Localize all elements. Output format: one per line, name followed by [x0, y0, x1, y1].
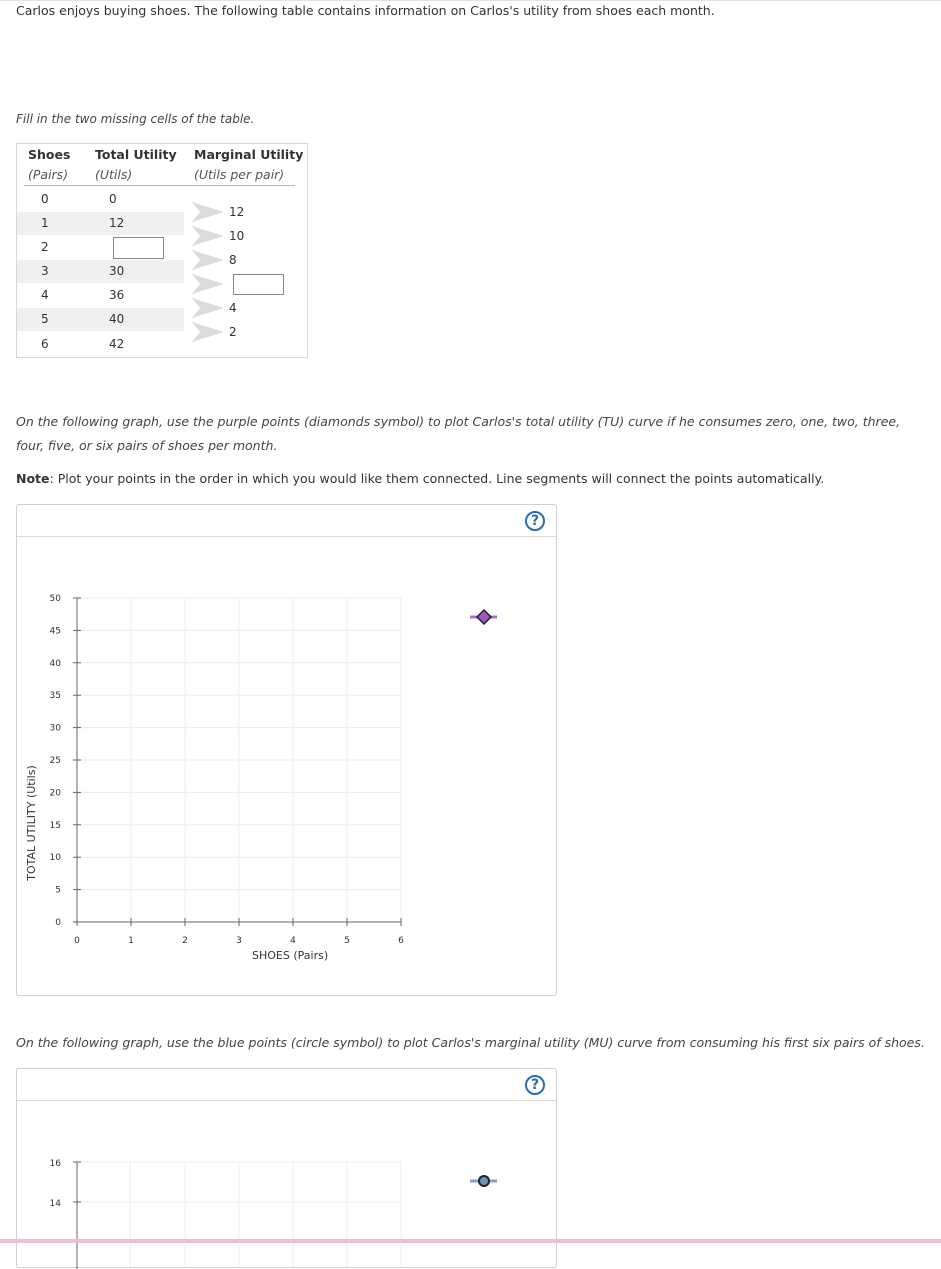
note-body: : Plot your points in the order in which you would like them connected. Line segments will connect the points automatically. [49, 471, 825, 486]
header-marginal-utility: Marginal Utility [194, 147, 304, 162]
tu-cell: 0 [109, 192, 117, 206]
mu-cell: 2 [229, 325, 237, 339]
arrow-icon [192, 274, 224, 294]
tu-x-tick-label: 2 [182, 936, 188, 946]
tu-cell: 36 [109, 288, 125, 302]
tu-x-tick-label: 3 [236, 936, 242, 946]
tu-y-tick-label: 0 [55, 918, 61, 928]
tu-y-tick-label: 45 [49, 626, 61, 637]
diamond-icon[interactable] [477, 610, 491, 624]
note-label: Note [16, 471, 50, 486]
tu-y-tick-label: 5 [55, 885, 61, 896]
mu-cell: 12 [229, 205, 245, 219]
header-shoes: Shoes [28, 147, 71, 162]
tu-cell: 42 [109, 337, 125, 351]
shoes-cell: 5 [41, 312, 49, 326]
arrow-icon [192, 322, 224, 342]
mu-grid [77, 1162, 401, 1269]
mu-y-tick-label: 16 [49, 1159, 61, 1169]
help-icon[interactable]: ? [525, 511, 545, 531]
table-instruction: Fill in the two missing cells of the table. [16, 112, 255, 126]
mu-input-missing[interactable] [233, 274, 284, 295]
arrow-icon [192, 298, 224, 318]
tu-x-axis-label: SHOES (Pairs) [252, 949, 329, 962]
tu-y-tick-label: 35 [49, 691, 61, 702]
tu-y-tick-label: 10 [49, 853, 61, 864]
shoes-cell: 0 [41, 192, 49, 206]
tu-x-tick-label: 5 [344, 936, 350, 946]
intro-text: Carlos enjoys buying shoes. The following table contains information on Carlos's utility from shoes each month. [16, 3, 715, 18]
tu-cell: 40 [109, 312, 125, 326]
mu-y-tick-label: 14 [49, 1199, 61, 1209]
top-divider [0, 0, 941, 1]
arrow-icon [192, 250, 224, 270]
mu-graph-panel [16, 1068, 557, 1268]
tu-y-tick-label: 25 [49, 756, 61, 766]
shoes-cell: 1 [41, 216, 49, 230]
tu-x-tick-label: 1 [128, 936, 134, 946]
mu-cell: 8 [229, 253, 237, 267]
mu-circle-tool[interactable] [470, 1176, 497, 1186]
tu-cell: 30 [109, 264, 125, 278]
tu-cell: 12 [109, 216, 125, 230]
tu-graph-instruction: On the following graph, use the purple points (diamonds symbol) to plot Carlos's total utility (TU) curve if he consumes zero, one, two, three, four, five, or six pairs of shoes per month. [16, 414, 901, 453]
mu-graph-instruction: On the following graph, use the blue points (circle symbol) to plot Carlos's marginal utility (MU) curve from consuming his first six pairs of shoes. [16, 1035, 925, 1050]
tu-y-tick-label: 40 [49, 658, 61, 669]
tu-input-missing[interactable] [113, 237, 164, 259]
header-total-utility: Total Utility [95, 147, 177, 162]
tu-grid [77, 598, 401, 922]
shoes-cell: 2 [41, 240, 49, 254]
header-mu-unit: (Utils per pair) [194, 167, 285, 182]
tu-y-tick-label: 15 [49, 820, 61, 831]
tu-diamond-tool[interactable] [470, 610, 497, 624]
tu-y-axis-label: TOTAL UTILITY (Utils) [25, 765, 38, 881]
header-tu-unit: (Utils) [95, 167, 133, 182]
arrow-icon [192, 226, 224, 246]
tu-x-tick-label: 6 [398, 936, 404, 946]
circle-icon[interactable] [479, 1176, 489, 1186]
arrow-icon [192, 202, 224, 222]
tu-x-tick-label: 0 [74, 936, 80, 946]
mu-cell: 4 [229, 301, 237, 315]
shoes-cell: 3 [41, 264, 49, 278]
shoes-cell: 4 [41, 288, 49, 302]
mu-cell: 10 [229, 229, 245, 243]
note-text [16, 471, 824, 486]
tu-graph[interactable] [17, 505, 556, 995]
tu-y-ticks [50, 594, 81, 928]
tu-y-tick-label: 50 [49, 594, 61, 604]
help-icon[interactable]: ? [525, 1075, 545, 1095]
tu-y-tick-label: 20 [49, 788, 61, 799]
header-divider [24, 185, 295, 186]
tu-x-tick-label: 4 [290, 936, 296, 946]
shoes-cell: 6 [41, 337, 49, 351]
mu-arrows [188, 198, 228, 348]
bottom-divider [0, 1239, 941, 1243]
tu-graph-panel [16, 504, 557, 996]
tu-y-tick-label: 30 [49, 723, 61, 734]
header-shoes-unit: (Pairs) [28, 167, 69, 182]
